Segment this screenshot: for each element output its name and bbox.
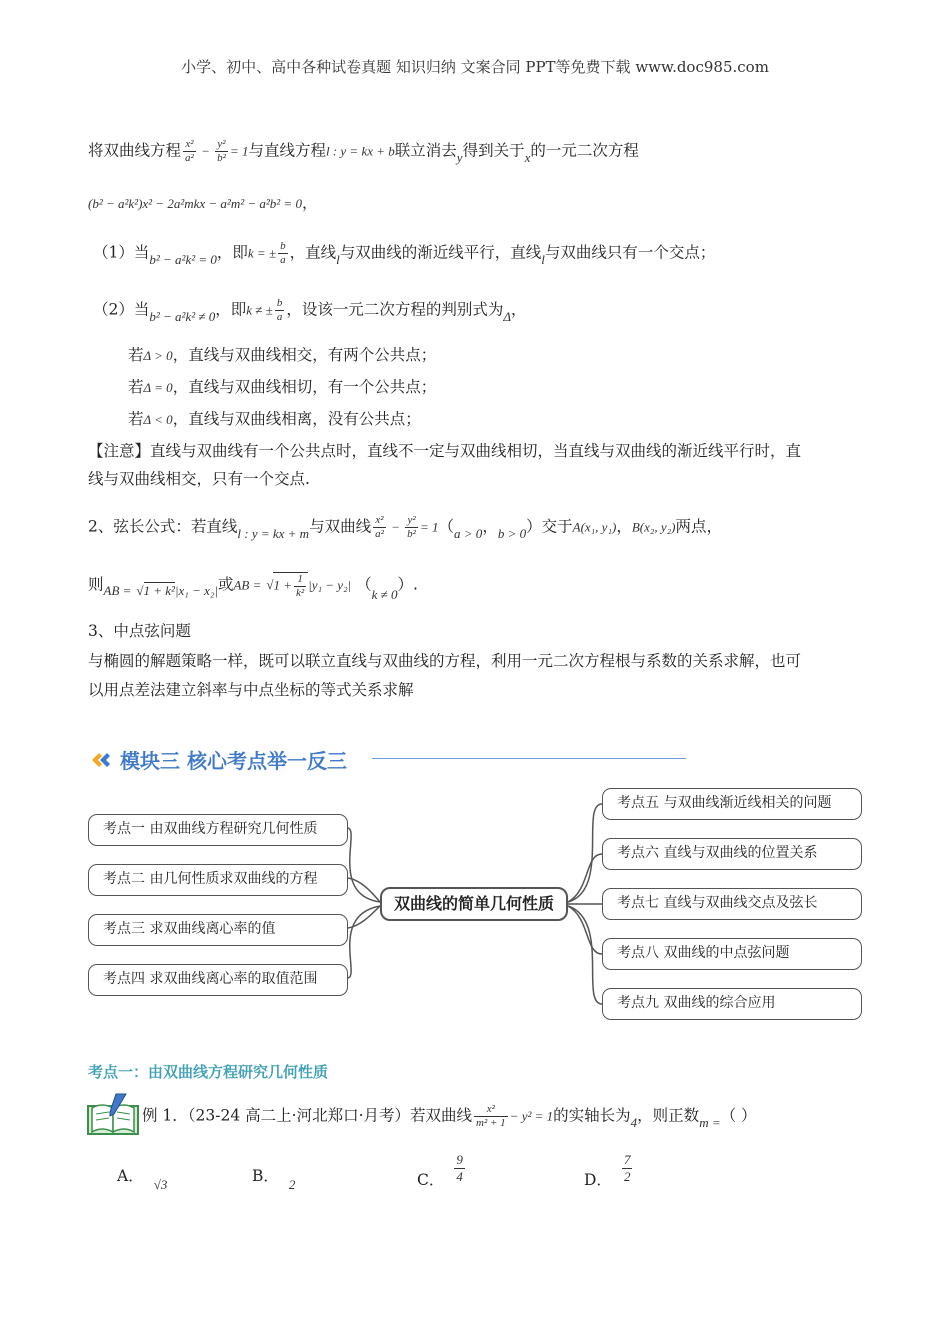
mindmap-node-right-2: 考点六 直线与双曲线的位置关系 — [602, 838, 862, 870]
fraction: $\frac{\text{y²}}{\text{b²}}$ — [407, 514, 416, 540]
mindmap-node-left-4: 考点四 求双曲线离心率的取值范围 — [88, 964, 348, 996]
mindmap-node-right-3: 考点七 直线与双曲线交点及弦长 — [602, 888, 862, 920]
paragraph-combine: 将双曲线方程 $\frac{\text{x²}}{\text{a²}}$ − $\frac{\text{y²}}{\text{b²}}$ = 1与直线方程l : y = kx + b联立消去$_y$得到关于$_x$的一元二次方程 — [88, 138, 639, 165]
subcase-3: 若Δ < 0，直线与双曲线相离，没有公共点； — [128, 410, 421, 428]
keypoint-1-title: 考点一：由双曲线方程研究几何性质 — [88, 1063, 329, 1081]
mindmap-node-left-2: 考点二 由几何性质求双曲线的方程 — [88, 864, 348, 896]
midpoint-title: 3、中点弦问题 — [88, 622, 191, 640]
mindmap-node-right-1: 考点五 与双曲线渐近线相关的问题 — [602, 788, 862, 820]
chord-statement: 2、弦长公式：若直线$_{l : y = kx + m}$与双曲线 $\frac{\text{x²}}{\text{a²}}$ − $\frac{\text{y²}}{\text{b²}}$ = $1(_{a > 0}$，$_{b > 0}$）交于A(x₁, y₁)，B(x₂, y₂)两点， — [88, 514, 723, 541]
fraction: $\frac{\text{y²}}{\text{b²}}$ — [217, 138, 226, 164]
fraction: $\frac{1}{\text{k²}}$ — [295, 573, 305, 599]
mindmap-center-node: 双曲线的简单几何性质 — [380, 887, 568, 921]
fraction: $\frac{\text{x²}}{\text{m² + 1}}$ — [476, 1103, 506, 1129]
option-d[interactable]: D． $\frac{7}{2}$ — [584, 1152, 631, 1189]
note-line-1: 【注意】直线与双曲线有一个公共点时，直线不一定与双曲线相切，当直线与双曲线的渐近线平行时，直 — [88, 442, 802, 460]
fraction: $\frac{\text{x²}}{\text{a²}}$ — [375, 514, 384, 540]
case-2: （2）当$_{b^2 - a^2k^2 \ne 0}$，即k ≠ ± $\frac{b}{a}$ ，设该一元二次方程的判别式为$_\Delta$， — [93, 297, 527, 324]
text: 将双曲线方程 — [88, 141, 182, 160]
option-b[interactable]: B． $_2$ — [252, 1167, 296, 1192]
midpoint-line-1: 与椭圆的解题策略一样，既可以联立直线与双曲线的方程，利用一元二次方程根与系数的关系求解，也可 — [88, 652, 802, 670]
fraction: $\frac{7}{2}$ — [623, 1152, 631, 1184]
subcase-2: 若Δ = 0，直线与双曲线相切，有一个公共点； — [128, 378, 437, 396]
fraction: $\frac{\text{x²}}{\text{a²}}$ — [185, 138, 194, 164]
fraction: $\frac{b}{a}$ — [276, 297, 283, 323]
open-book-icon — [86, 1092, 142, 1138]
note-line-2: 线与双曲线相交，只有一个交点. — [88, 470, 310, 488]
double-chevron-icon — [90, 748, 114, 772]
fraction: $\frac{9}{4}$ — [456, 1152, 463, 1184]
module-title: 模块三 核心考点举一反三 — [120, 749, 347, 773]
chord-formula: 则$_{AB =}$ $_{√1 + k^2|x_1 - x_2|}$或AB = √1 + $\frac{1}{\text{k²}}$ |y₁ − y₂| $(_{k \ne 0})$. — [88, 573, 418, 603]
mindmap-node-left-3: 考点三 求双曲线离心率的值 — [88, 914, 348, 946]
mindmap-node-right-4: 考点八 双曲线的中点弦问题 — [602, 938, 862, 970]
site-header: 小学、初中、高中各种试卷真题 知识归纳 文案合同 PPT等免费下载 www.doc985.com — [181, 58, 769, 76]
fraction: $\frac{b}{a}$ — [280, 240, 286, 266]
example-1: 例 1．（23-24 高二上·河北郑口·月考）若双曲线 $\frac{\text{x²}}{\text{m² + 1}}$ − y² = 1的实轴长为$_4$，则正数$_{m =}$（ ） — [142, 1103, 757, 1130]
subcase-1: 若Δ > 0，直线与双曲线相交，有两个公共点； — [128, 346, 437, 364]
mindmap-node-right-5: 考点九 双曲线的综合应用 — [602, 988, 862, 1020]
case-1: （1）当$_{b^2 - a^2k^2 = 0}$，即k = ± $\frac{b}{a}$ ，直线$_l$与双曲线的渐近线平行，直线$_l$与双曲线只有一个交点； — [93, 240, 716, 267]
option-a[interactable]: A． $_{√3}$ — [117, 1167, 168, 1192]
quadratic-equation: (b² − a²k²)x² − 2a²mkx − a²m² − a²b² = 0， — [88, 194, 318, 212]
line-equation: l : y = kx + b — [325, 143, 395, 159]
midpoint-line-2: 以用点差法建立斜率与中点坐标的等式关系求解 — [88, 681, 414, 699]
option-c[interactable]: C． $\frac{9}{4}$ — [417, 1152, 463, 1189]
module-underline — [372, 758, 686, 759]
mindmap-node-left-1: 考点一 由双曲线方程研究几何性质 — [88, 814, 348, 846]
